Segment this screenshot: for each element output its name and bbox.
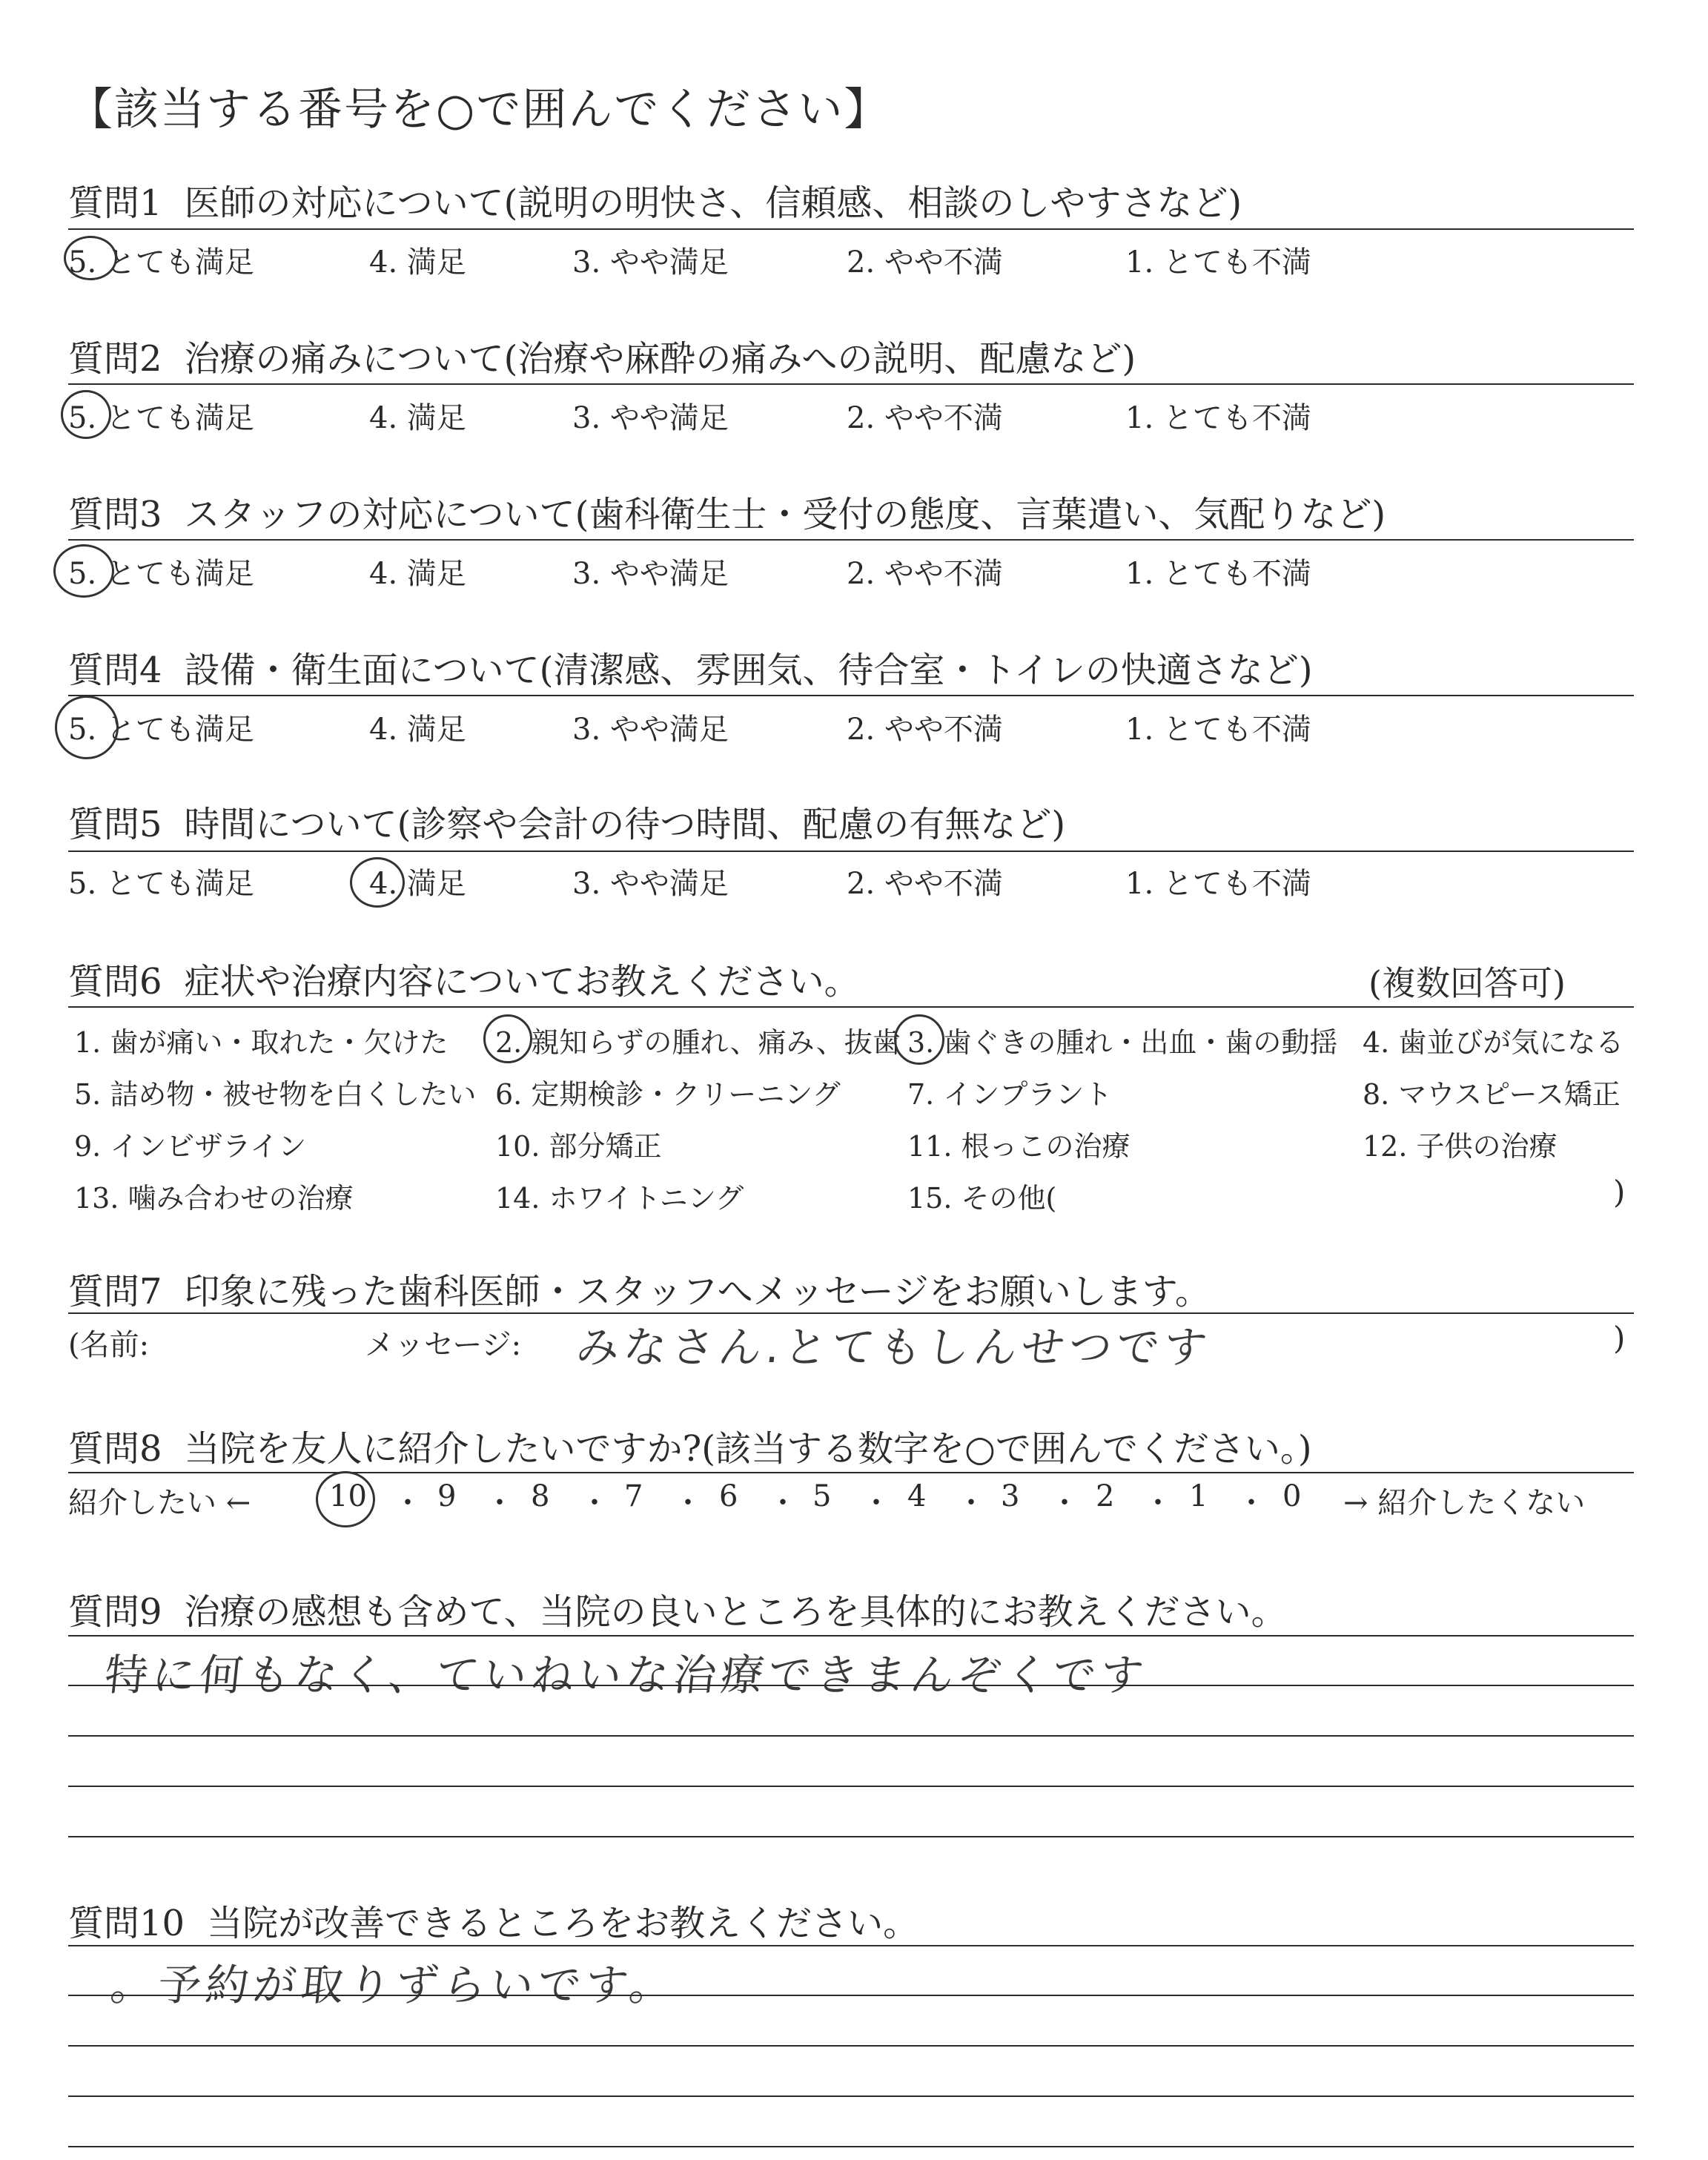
recommend-score-9[interactable]: 9 bbox=[437, 1479, 457, 1513]
question-text: 医師の対応について(説明の明快さ、信頼感、相談のしやすさなど) bbox=[184, 182, 1242, 224]
q6-option-7[interactable]: 7. インプラント bbox=[907, 1078, 1113, 1111]
question-text: 当院が改善できるところをお教えください。 bbox=[207, 1903, 919, 1944]
question-number: 質問1 bbox=[68, 182, 162, 224]
q5-option-3[interactable]: 3. やや満足 bbox=[572, 867, 729, 901]
q4-option-1[interactable]: 1. とても不満 bbox=[1125, 713, 1311, 747]
message-label: メッセージ: bbox=[365, 1328, 522, 1362]
separator-dot: ・ bbox=[956, 1486, 986, 1520]
q6-option-1[interactable]: 1. 歯が痛い・取れた・欠けた bbox=[74, 1026, 448, 1059]
question-number: 質問2 bbox=[68, 338, 162, 380]
q6-option-13[interactable]: 13. 噛み合わせの治療 bbox=[74, 1182, 354, 1215]
answer-line bbox=[68, 1685, 1634, 1686]
recommend-score-0[interactable]: 0 bbox=[1282, 1479, 1302, 1513]
q6-option-5[interactable]: 5. 詰め物・被せ物を白くしたい bbox=[74, 1078, 477, 1111]
message-answer[interactable]: みなさん.とてもしんせつです bbox=[573, 1322, 1214, 1373]
recommend-score-3[interactable]: 3 bbox=[1001, 1479, 1020, 1513]
q1-option-4[interactable]: 4. 満足 bbox=[369, 245, 466, 280]
divider-line bbox=[68, 539, 1634, 541]
q4-option-3[interactable]: 3. やや満足 bbox=[572, 713, 729, 747]
q2-option-5[interactable]: 5. とても満足 bbox=[68, 401, 254, 435]
question-text: 治療の感想も含めて、当院の良いところを具体的にお教えください。 bbox=[184, 1591, 1287, 1633]
q4-option-2[interactable]: 2. やや不満 bbox=[847, 713, 1003, 747]
divider-line bbox=[68, 1472, 1634, 1473]
q5-option-5[interactable]: 5. とても満足 bbox=[68, 867, 254, 901]
q2-option-2[interactable]: 2. やや不満 bbox=[847, 401, 1003, 435]
q1-option-1[interactable]: 1. とても不満 bbox=[1125, 245, 1311, 280]
q6-option-10[interactable]: 10. 部分矯正 bbox=[495, 1130, 662, 1163]
divider-line bbox=[68, 851, 1634, 852]
question-number: 質問8 bbox=[68, 1428, 162, 1470]
question-number: 質問10 bbox=[68, 1903, 185, 1944]
answer-line bbox=[68, 2095, 1634, 2097]
answer-line bbox=[68, 1786, 1634, 1787]
q3-option-5[interactable]: 5. とても満足 bbox=[68, 557, 254, 591]
form-title: 【該当する番号を○で囲んでください】 bbox=[68, 84, 890, 136]
q1-option-5[interactable]: 5. とても満足 bbox=[68, 245, 254, 280]
separator-dot: ・ bbox=[1237, 1486, 1266, 1520]
q6-option-15[interactable]: 15. その他( bbox=[907, 1182, 1057, 1215]
recommend-score-1[interactable]: 1 bbox=[1189, 1479, 1208, 1513]
q3-option-2[interactable]: 2. やや不満 bbox=[847, 557, 1003, 591]
separator-dot: ・ bbox=[1050, 1486, 1079, 1520]
q1-option-3[interactable]: 3. やや満足 bbox=[572, 245, 729, 280]
question-9 bbox=[68, 1583, 1287, 1634]
q2-option-3[interactable]: 3. やや満足 bbox=[572, 401, 729, 435]
q6-option-11[interactable]: 11. 根っこの治療 bbox=[907, 1130, 1131, 1163]
q1-option-2[interactable]: 2. やや不満 bbox=[847, 245, 1003, 280]
question-text: 印象に残った歯科医師・スタッフへメッセージをお願いします。 bbox=[184, 1271, 1211, 1312]
separator-dot: ・ bbox=[1143, 1486, 1173, 1520]
q5-option-2[interactable]: 2. やや不満 bbox=[847, 867, 1003, 901]
divider-line bbox=[68, 1006, 1634, 1008]
q6-option-4[interactable]: 4. 歯並びが気になる bbox=[1363, 1026, 1624, 1059]
q6-option-8[interactable]: 8. マウスピース矯正 bbox=[1363, 1078, 1621, 1111]
question-4 bbox=[68, 641, 1313, 693]
recommend-score-8[interactable]: 8 bbox=[531, 1479, 550, 1513]
recommend-score-2[interactable]: 2 bbox=[1096, 1479, 1115, 1513]
recommend-score-5[interactable]: 5 bbox=[812, 1479, 832, 1513]
question-text: 当院を友人に紹介したいですか?(該当する数字を○で囲んでください。) bbox=[184, 1428, 1312, 1470]
q5-option-4[interactable]: 4. 満足 bbox=[369, 867, 466, 901]
question-10 bbox=[68, 1895, 918, 1946]
q6-option-6[interactable]: 6. 定期検診・クリーニング bbox=[495, 1078, 841, 1111]
recommend-left-label: 紹介したい ← bbox=[68, 1486, 251, 1520]
separator-dot: ・ bbox=[485, 1486, 514, 1520]
answer-line bbox=[68, 1995, 1634, 1996]
divider-line bbox=[68, 228, 1634, 230]
name-label: (名前: bbox=[68, 1328, 150, 1362]
q4-option-5[interactable]: 5. とても満足 bbox=[68, 713, 254, 747]
q6-option-2[interactable]: 2. 親知らずの腫れ、痛み、抜歯 bbox=[495, 1026, 901, 1059]
question-number: 質問6 bbox=[68, 961, 162, 1003]
separator-dot: ・ bbox=[768, 1486, 798, 1520]
q6-option-3[interactable]: 3. 歯ぐきの腫れ・出血・歯の動揺 bbox=[907, 1026, 1338, 1059]
question-text: 症状や治療内容についてお教えください。 bbox=[184, 961, 860, 1003]
question-text: 時間について(診察や会計の待つ時間、配慮の有無など) bbox=[184, 804, 1066, 845]
improvement-answer[interactable]: 。予約が取りずらいです。 bbox=[107, 1960, 680, 2010]
answer-line bbox=[68, 2146, 1634, 2147]
question-text: 設備・衛生面について(清潔感、雰囲気、待合室・トイレの快適さなど) bbox=[184, 650, 1313, 691]
q3-option-4[interactable]: 4. 満足 bbox=[369, 557, 466, 591]
answer-line bbox=[68, 2045, 1634, 2047]
recommend-score-10[interactable]: 10 bbox=[329, 1479, 367, 1513]
separator-dot: ・ bbox=[393, 1486, 423, 1520]
q3-option-1[interactable]: 1. とても不満 bbox=[1125, 557, 1311, 591]
question-1 bbox=[68, 174, 1242, 225]
multiple-answers-note: (複数回答可) bbox=[1368, 963, 1566, 1003]
question-number: 質問3 bbox=[68, 494, 162, 535]
divider-line bbox=[68, 1945, 1634, 1946]
question-6 bbox=[68, 953, 860, 1004]
other-close-paren: ) bbox=[1613, 1174, 1626, 1210]
q2-option-1[interactable]: 1. とても不満 bbox=[1125, 401, 1311, 435]
question-7 bbox=[68, 1263, 1211, 1314]
separator-dot: ・ bbox=[861, 1486, 891, 1520]
answer-line bbox=[68, 1836, 1634, 1837]
good-points-answer[interactable]: 特に何もなく、ていねいな治療できまんぞくです bbox=[102, 1650, 1151, 1700]
question-2 bbox=[68, 330, 1136, 381]
q6-option-9[interactable]: 9. インビザライン bbox=[74, 1130, 307, 1163]
question-number: 質問9 bbox=[68, 1591, 162, 1633]
recommend-right-label: → 紹介したくない bbox=[1343, 1486, 1586, 1520]
question-8 bbox=[68, 1420, 1312, 1471]
separator-dot: ・ bbox=[673, 1486, 703, 1520]
recommend-score-4[interactable]: 4 bbox=[907, 1479, 927, 1513]
question-5 bbox=[68, 796, 1065, 847]
q5-option-1[interactable]: 1. とても不満 bbox=[1125, 867, 1311, 901]
question-3 bbox=[68, 486, 1386, 537]
answer-line bbox=[68, 1735, 1634, 1737]
q2-option-4[interactable]: 4. 満足 bbox=[369, 401, 466, 435]
divider-line bbox=[68, 695, 1634, 696]
q3-option-3[interactable]: 3. やや満足 bbox=[572, 557, 729, 591]
message-close-paren: ) bbox=[1613, 1320, 1626, 1356]
divider-line bbox=[68, 383, 1634, 385]
question-number: 質問4 bbox=[68, 650, 162, 691]
question-number: 質問5 bbox=[68, 804, 162, 845]
q6-option-14[interactable]: 14. ホワイトニング bbox=[495, 1182, 744, 1215]
q6-option-12[interactable]: 12. 子供の治療 bbox=[1363, 1130, 1558, 1163]
question-text: 治療の痛みについて(治療や麻酔の痛みへの説明、配慮など) bbox=[184, 338, 1136, 380]
q4-option-4[interactable]: 4. 満足 bbox=[369, 713, 466, 747]
separator-dot: ・ bbox=[580, 1486, 609, 1520]
question-text: スタッフの対応について(歯科衛生士・受付の態度、言葉遣い、気配りなど) bbox=[184, 494, 1386, 535]
recommend-score-7[interactable]: 7 bbox=[624, 1479, 643, 1513]
question-number: 質問7 bbox=[68, 1271, 162, 1312]
recommend-score-6[interactable]: 6 bbox=[719, 1479, 738, 1513]
divider-line bbox=[68, 1635, 1634, 1636]
